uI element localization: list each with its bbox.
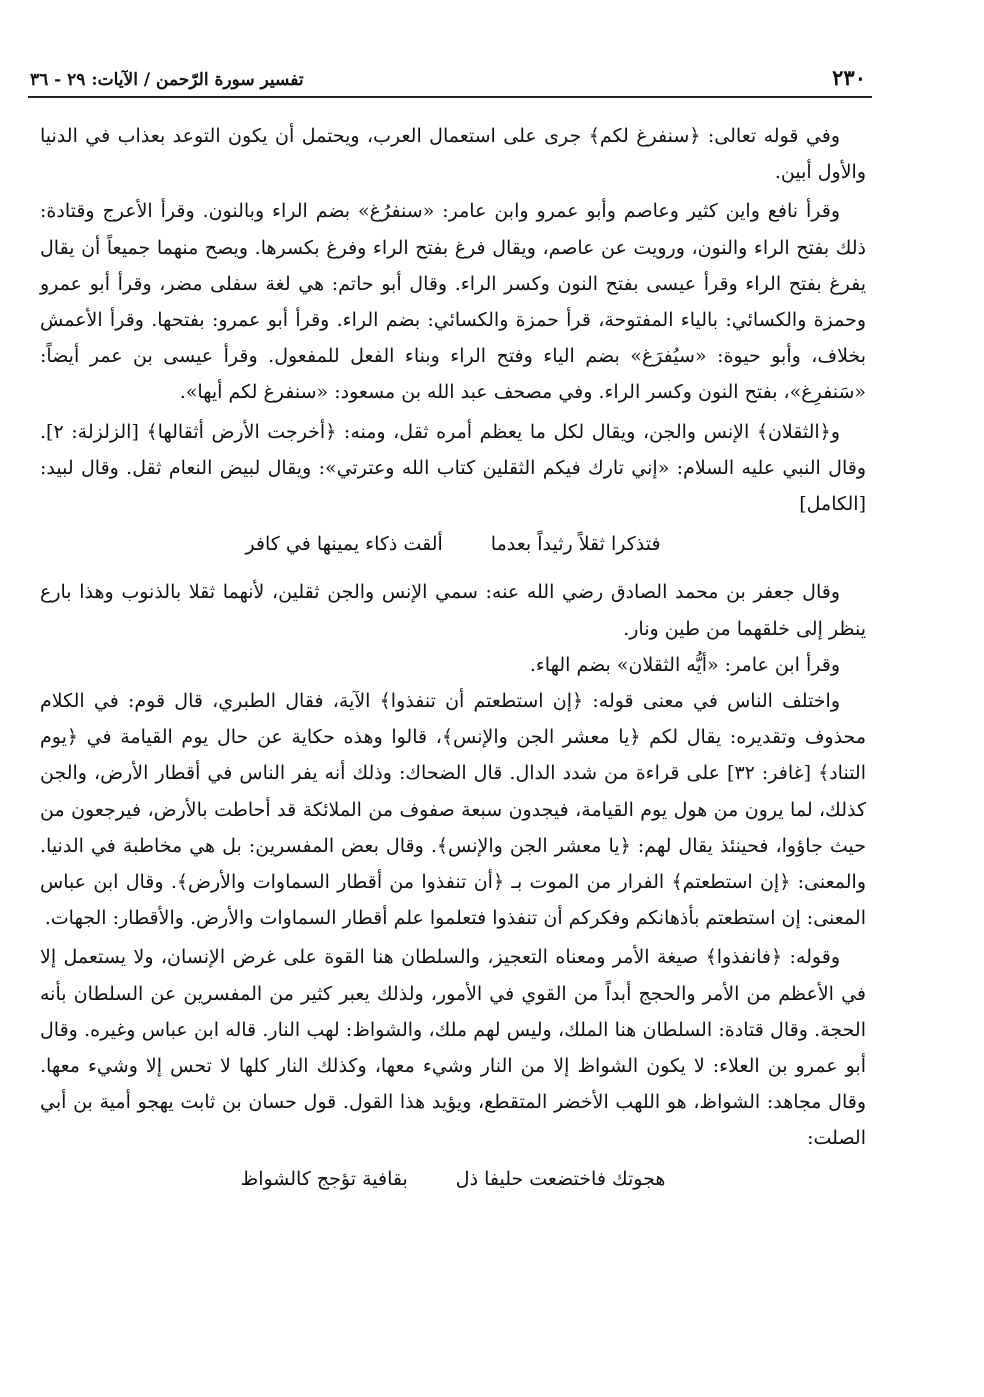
verse-2-second-hemistich: بقافية تؤجج كالشواظ bbox=[240, 1167, 408, 1190]
verse-1-first-hemistich: فتذكرا ثقلاً رثيداً بعدما bbox=[490, 533, 661, 556]
page-body bbox=[40, 118, 866, 1209]
paragraph-4: وقال جعفر بن محمد الصادق رضي الله عنه: سمي الإنس والجن ثقلين، لأنهما ثقلا بالذنوب وهذا بارع ينظر إلى خلقهما من طين ونار. bbox=[40, 581, 866, 640]
paragraph-5: وقرأ ابن عامر: «أيُّه الثقلان» بضم الهاء. bbox=[529, 653, 840, 676]
poetry-verse-2 bbox=[40, 1161, 866, 1197]
verse-2-first-hemistich: هجوتك فاختضعت حليفا ذل bbox=[455, 1167, 666, 1190]
paragraph-1: وفي قوله تعالى: ﴿سنفرغ لكم﴾ جرى على استعمال العرب، ويحتمل أن يكون التوعد بعذاب في الدنيا والأول أبين. bbox=[40, 125, 866, 184]
paragraph-2: وقرأ نافع واين كثير وعاصم وأبو عمرو وابن عامر: «سنفرُغ» بضم الراء وبالنون. وقرأ الأعرج وقتادة: ذلك بفتح الراء والنون، ورويت عن عاصم، ويقال فرغ بفتح الراء وفرغ بكسرها. ويصح منهما جميعاً أن يقال يفرغ بفتح الراء وقرأ عيسى بفتح النون وكسر الراء. وقال أبو حاتم: هي لغة سفلى مضر، وقرأ أبو عمرو وحمزة والكسائي: بالياء المفتوحة، قرأ حمزة والكسائي: بضم الراء. وقرأ أبو عمرو: بفتحها. وقرأ الأعمش بخلاف، وأبو حيوة: «سيُفرَغ» بضم الياء وفتح الراء وبناء الفعل للمفعول. وقرأ عيسى بن عمر أيضاً: «سَنفرِغ»، بفتح النون وكسر الراء. وفي مصحف عبد الله بن مسعود: «سنفرغ لكم أيها». bbox=[40, 200, 866, 404]
paragraph-6: واختلف الناس في معنى قوله: ﴿إن استطعتم أن تنفذوا﴾ الآية، فقال الطبري، قال قوم: في الكلام محذوف وتقديره: يقال لكم ﴿يا معشر الجن والإنس﴾، قالوا وهذه حكاية عن حال يوم القيامة في ﴿يوم التناد﴾ [غافر: ٣٢] على قراءة من شدد الدال. قال الضحاك: وذلك أنه يفر الناس في أقطار الأرض، والجن كذلك، لما يرون من هول يوم القيامة، فيجدون سبعة صفوف من الملائكة قد أحاطت بالأرض، فيرجعون من حيث جاؤوا، فحينئذ يقال لهم: ﴿يا معشر الجن والإنس﴾. وقال بعض المفسرين: بل هي مخاطبة في الدنيا. والمعنى: ﴿إن استطعتم﴾ الفرار من الموت بـ ﴿أن تنفذوا من أقطار السماوات والأرض﴾. وقال ابن عباس المعنى: إن استطعتم بأذهانكم وفكركم أن تنفذوا فتعلموا علم أقطار السماوات والأرض. والأقطار: الجهات. bbox=[40, 690, 867, 930]
verse-1-second-hemistich: ألقت ذكاء يمينها في كافر bbox=[245, 533, 443, 556]
page-header bbox=[30, 60, 866, 90]
header-rule bbox=[28, 96, 872, 98]
running-title: تفسير سورة الرّحمن / الآيات: ٢٩ - ٣٦ bbox=[30, 70, 304, 90]
poetry-verse-1 bbox=[40, 526, 866, 562]
page-number: ٢٣٠ bbox=[832, 65, 866, 90]
paragraph-3: و﴿الثقلان﴾ الإنس والجن، ويقال لكل ما يعظم أمره ثقل، ومنه: ﴿أخرجت الأرض أثقالها﴾ [الزلزلة: ٢]. وقال النبي عليه السلام: «إني تارك فيكم الثقلين كتاب الله وعترتي»: ويقال لبيض النعام ثقل. وقال لبيد: [الكامل] bbox=[40, 420, 866, 516]
paragraph-7: وقوله: ﴿فانفذوا﴾ صيغة الأمر ومعناه التعجيز، والسلطان هنا القوة على غرض الإنسان، ولا يستعمل إلا في الأعظم من الأمر والحجج أبداً من القوي في الأمور، ولذلك يعبر كثير من المفسرين عن السلطان بأنه الحجة. وقال قتادة: السلطان هنا الملك، وليس لهم ملك، والشواظ: لهب النار. قاله ابن عباس وغيره. وقال أبو عمرو بن العلاء: لا يكون الشواظ إلا من النار وشيء معها، وكذلك النار كلها لا تحس إلا وشيء معها. وقال مجاهد: الشواظ، هو اللهب الأخضر المتقطع، ويؤيد هذا القول. قول حسان بن ثابت يهجو أمية بن أبي الصلت: bbox=[40, 946, 866, 1150]
